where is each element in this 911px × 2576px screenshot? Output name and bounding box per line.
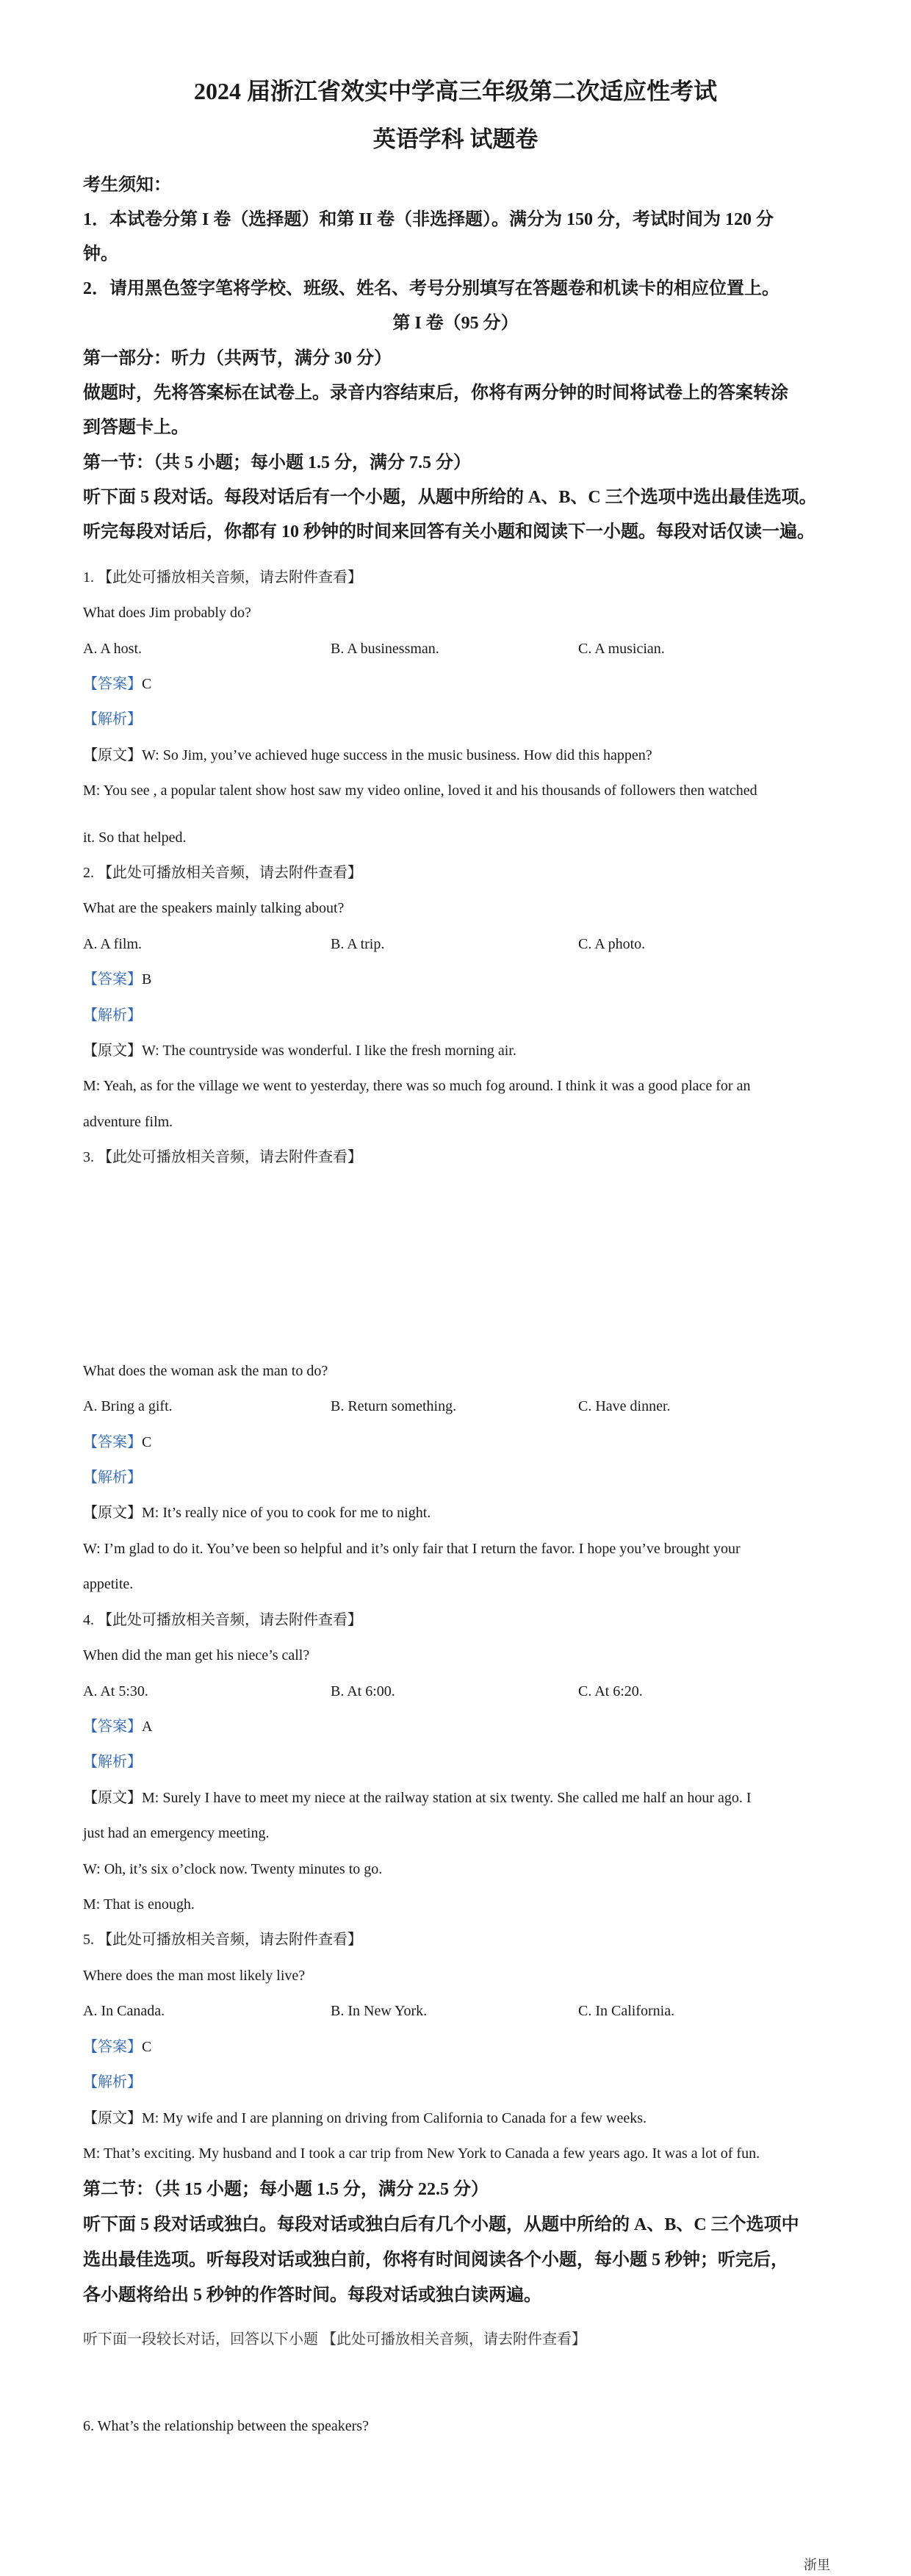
q5-transcript-1: 【原文】M: My wife and I are planning on driving from California to Canada for a few weeks.: [83, 2110, 647, 2126]
section1-intro-a: 听下面 5 段对话。每段对话后有一个小题，从题中所给的 A、B、C 三个选项中选出最佳选项。: [83, 488, 817, 507]
q1-transcript-1: 【原文】W: So Jim, you’ve achieved huge success in the music business. How did this happen?: [83, 747, 652, 763]
q3-transcript-1: 【原文】M: It’s really nice of you to cook for me to night.: [83, 1505, 431, 1521]
q1-analysis-label: 【解析】: [83, 711, 142, 727]
audio-link[interactable]: 【此处可播放相关音频，请去附件查看】: [98, 865, 362, 881]
q2-option-a: A. A film.: [83, 936, 143, 952]
section2-heading: 第二节：（共 15 小题；每小题 1.5 分，满分 22.5 分）: [83, 2180, 489, 2199]
q2-answer: 【答案】B: [83, 971, 152, 987]
part1-intro-b: 到答题卡上。: [83, 418, 189, 437]
q4-transcript-1: 【原文】M: Surely I have to meet my niece at the railway station at six twenty. She called me half an hour ago. I: [83, 1790, 752, 1806]
q4-transcript-2: just had an emergency meeting.: [83, 1825, 270, 1841]
q2-option-c: C. A photo.: [578, 936, 646, 952]
q1-option-c: C. A musician.: [578, 641, 665, 657]
exam-title: 2024 届浙江省效实中学高三年级第二次适应性考试: [193, 78, 717, 104]
q3-stem: What does the woman ask the man to do?: [83, 1363, 328, 1379]
notice-heading: 考生须知：: [83, 176, 171, 195]
q5-analysis-label: 【解析】: [83, 2074, 142, 2090]
q3-option-c: C. Have dinner.: [578, 1398, 671, 1414]
q5-option-b: B. In New York.: [331, 2003, 428, 2019]
section1-intro-b: 听完每段对话后，你都有 10 秒钟的时间来回答有关小题和阅读下一小题。每段对话仅读一遍。: [83, 522, 815, 542]
q4-stem: When did the man get his niece’s call?: [83, 1647, 310, 1663]
q3-transcript-2: W: I’m glad to do it. You’ve been so helpful and it’s only fair that I return the favor. I hope you’ve brought your: [83, 1541, 741, 1557]
q4-option-a: A. At 5:30.: [83, 1683, 148, 1699]
volume-heading: 第 I 卷（95 分）: [392, 314, 519, 333]
q2-stem: What are the speakers mainly talking about?: [83, 900, 345, 916]
q1-transcript-2: M: You see , a popular talent show host saw my video online, loved it and his thousands of followers then watched: [83, 782, 757, 799]
q1-answer: 【答案】C: [83, 676, 152, 692]
q2-transcript-2: M: Yeah, as for the village we went to yesterday, there was so much fog around. I think it was a good place for an: [83, 1078, 751, 1094]
q4-analysis-label: 【解析】: [83, 1754, 142, 1770]
q1-transcript-3: it. So that helped.: [83, 830, 187, 846]
section2-intro-b: 选出最佳选项。听每段对话或独白前，你将有时间阅读各个小题，每小题 5 秒钟；听完后，: [83, 2251, 788, 2270]
q3-answer: 【答案】C: [83, 1434, 152, 1450]
q2-option-b: B. A trip.: [331, 936, 385, 952]
audio-link[interactable]: 【此处可播放相关音频，请去附件查看】: [98, 1932, 362, 1948]
q4-answer: 【答案】A: [83, 1719, 153, 1735]
q1-audio-line: 1. 【此处可播放相关音频，请去附件查看】: [83, 569, 362, 586]
q3-transcript-3: appetite.: [83, 1576, 134, 1592]
audio-link[interactable]: 【此处可播放相关音频，请去附件查看】: [98, 569, 362, 586]
q5-audio-line: 5. 【此处可播放相关音频，请去附件查看】: [83, 1932, 362, 1948]
q4-audio-line: 4. 【此处可播放相关音频，请去附件查看】: [83, 1612, 362, 1628]
part1-heading: 第一部分：听力（共两节，满分 30 分）: [83, 349, 392, 368]
section2-listen-line: 听下面一段较长对话，回答以下小题 【此处可播放相关音频，请去附件查看】: [83, 2331, 586, 2347]
q3-analysis-label: 【解析】: [83, 1469, 142, 1486]
section2-intro-c: 各小题将给出 5 秒钟的作答时间。每段对话或独白读两遍。: [83, 2286, 541, 2305]
q1-option-a: A. A host.: [83, 641, 143, 657]
q1-stem: What does Jim probably do?: [83, 605, 251, 621]
q5-answer: 【答案】C: [83, 2039, 152, 2055]
q1-option-b: B. A businessman.: [331, 641, 439, 657]
notice-item-1a: 1．本试卷分第 I 卷（选择题）和第 II 卷（非选择题）。满分为 150 分，考试时间为 120 分: [83, 210, 774, 229]
section1-heading: 第一节：（共 5 小题；每小题 1.5 分，满分 7.5 分）: [83, 453, 471, 472]
audio-link[interactable]: 【此处可播放相关音频，请去附件查看】: [98, 1149, 362, 1165]
q5-option-a: A. In Canada.: [83, 2003, 165, 2019]
audio-link[interactable]: 【此处可播放相关音频，请去附件查看】: [98, 1612, 362, 1628]
q6-stem: 6. What’s the relationship between the speakers?: [83, 2418, 369, 2434]
q2-analysis-label: 【解析】: [83, 1007, 142, 1023]
q3-audio-line: 3. 【此处可播放相关音频，请去附件查看】: [83, 1149, 362, 1165]
q4-option-b: B. At 6:00.: [331, 1683, 395, 1699]
q5-option-c: C. In California.: [578, 2003, 675, 2019]
q4-transcript-3: W: Oh, it’s six o’clock now. Twenty minutes to go.: [83, 1861, 383, 1877]
part1-intro-a: 做题时，先将答案标在试卷上。录音内容结束后，你将有两分钟的时间将试卷上的答案转涂: [83, 384, 788, 403]
notice-item-2: 2．请用黑色签字笔将学校、班级、姓名、考号分别填写在答题卷和机读卡的相应位置上。: [83, 279, 779, 298]
q5-stem: Where does the man most likely live?: [83, 1968, 306, 1984]
page-footer: 浙里: [804, 2558, 830, 2572]
q4-transcript-4: M: That is enough.: [83, 1896, 195, 1913]
q2-transcript-1: 【原文】W: The countryside was wonderful. I like the fresh morning air.: [83, 1043, 516, 1059]
section2-intro-a: 听下面 5 段对话或独白。每段对话或独白后有几个小题，从题中所给的 A、B、C 三个选项中: [83, 2215, 799, 2234]
q3-option-a: A. Bring a gift.: [83, 1398, 173, 1414]
q3-option-b: B. Return something.: [331, 1398, 457, 1414]
audio-link[interactable]: 【此处可播放相关音频，请去附件查看】: [322, 2331, 586, 2347]
exam-subtitle: 英语学科 试题卷: [372, 126, 539, 152]
q2-audio-line: 2. 【此处可播放相关音频，请去附件查看】: [83, 865, 362, 881]
q5-transcript-2: M: That’s exciting. My husband and I took a car trip from New York to Canada a few years ago. It was a lot of fun.: [83, 2145, 760, 2162]
notice-item-1b: 钟。: [83, 245, 118, 264]
q4-option-c: C. At 6:20.: [578, 1683, 643, 1699]
q2-transcript-3: adventure film.: [83, 1114, 173, 1130]
